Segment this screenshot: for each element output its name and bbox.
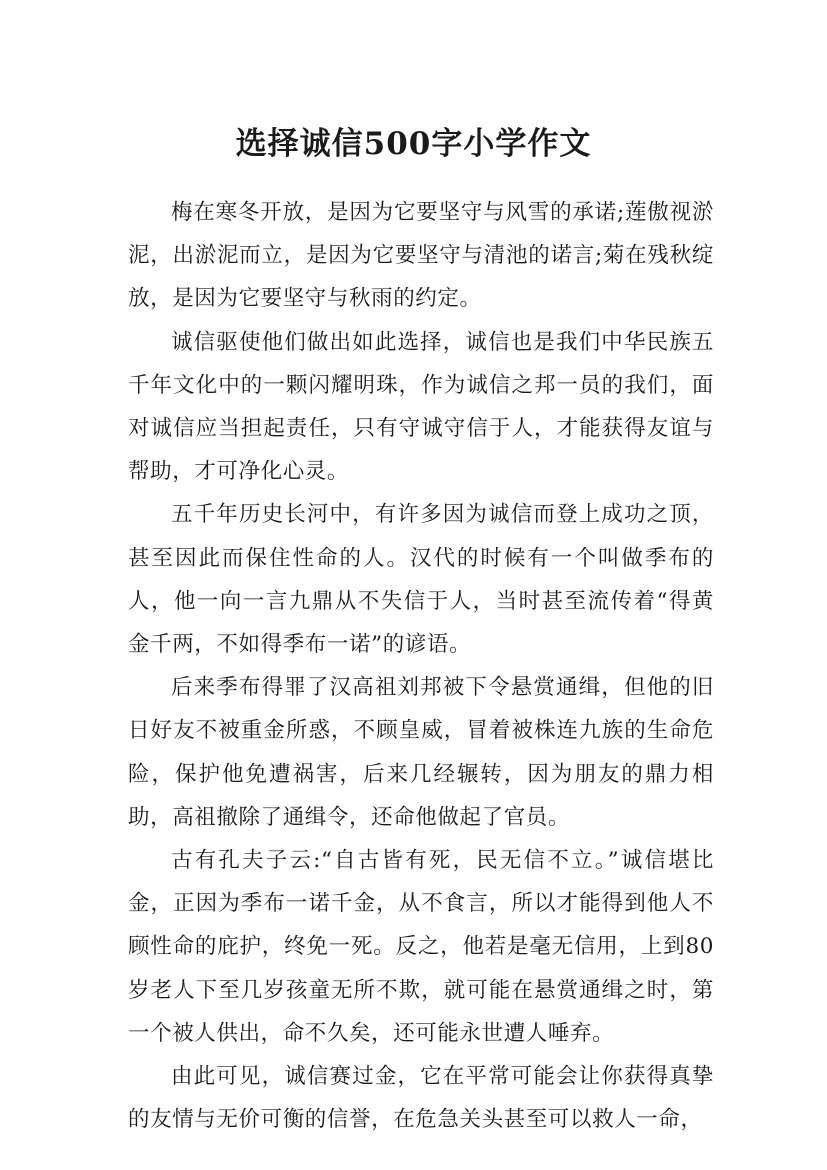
paragraph-3: 五千年历史长河中，有许多因为诚信而登上成功之顶，甚至因此而保住性命的人。汉代的时候有一个叫做季布的人，他一向一言九鼎从不失信于人，当时甚至流传着“得黄金千两，不如得季布一诺”的谚语。 <box>128 502 714 658</box>
paragraph-1: 梅在寒冬开放，是因为它要坚守与风雪的承诺;莲傲视淤泥，出淤泥而立，是因为它要坚守与清池的诺言;菊在残秋绽放，是因为它要坚守与秋雨的约定。 <box>128 200 714 312</box>
paragraph-6: 由此可见，诚信赛过金，它在平常可能会让你获得真挚的友情与无价可衡的信誉，在危急关头甚至可以救人一命， <box>128 1064 714 1133</box>
paragraph-2: 诚信驱使他们做出如此选择，诚信也是我们中华民族五千年文化中的一颗闪耀明珠，作为诚信之邦一员的我们，面对诚信应当担起责任，只有守诚守信于人，才能获得友谊与帮助，才可净化心灵。 <box>128 329 714 485</box>
document-title: 选择诚信500字小学作文 <box>235 125 592 162</box>
article-body <box>128 191 714 1141</box>
paragraph-5: 古有孔夫子云:“自古皆有死，民无信不立。”诚信堪比金，正因为季布一诺千金，从不食言，所以才能得到他人不顾性命的庇护，终免一死。反之，他若是毫无信用，上到80岁老人下至几岁孩童无所不欺，就可能在悬赏通缉之时，第一个被人供出，命不久矣，还可能永世遭人唾弃。 <box>128 848 714 1046</box>
paragraph-4: 后来季布得罪了汉高祖刘邦被下令悬赏通缉，但他的旧日好友不被重金所惑，不顾皇威，冒着被株连九族的生命危险，保护他免遭祸害，后来几经辗转，因为朋友的鼎力相助，高祖撤除了通缉令，还命他做起了官员。 <box>128 675 714 830</box>
